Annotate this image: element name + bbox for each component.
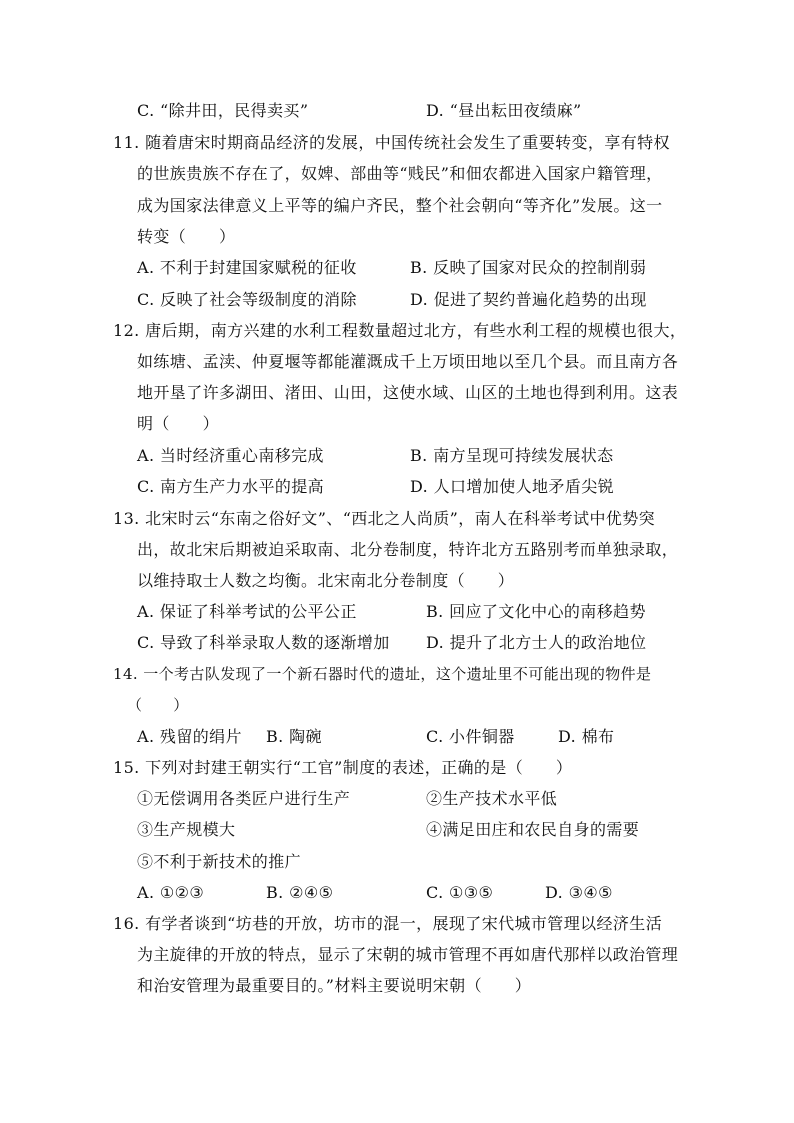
q11-stem-line-4: 转变（ ）	[137, 227, 236, 246]
q12-stem-line-3: 地开垦了许多湖田、渚田、山田，这使水域、山区的土地也得到利用。这表	[137, 383, 679, 402]
q10-option-d: D. “昼出耘田夜绩麻”	[426, 101, 582, 120]
q16-stem-line-3: 和治安管理为最重要目的。”材料主要说明宋朝（ ）	[137, 976, 532, 995]
q12-option-d: D. 人口增加使人地矛盾尖锐	[410, 477, 615, 496]
q15-option-d: D. ③④⑤	[545, 883, 613, 902]
q12-option-b: B. 南方呈现可持续发展状态	[410, 446, 614, 465]
q12-option-a: A. 当时经济重心南移完成	[137, 446, 324, 465]
q13-option-b: B. 回应了文化中心的南移趋势	[426, 602, 646, 621]
q15-item-3: ③生产规模大	[137, 820, 236, 839]
q13-option-d: D. 提升了北方士人的政治地位	[426, 633, 647, 652]
q14-stem-line-1: 14. 一个考古队发现了一个新石器时代的遗址，这个遗址里不可能出现的物件是	[113, 665, 652, 683]
q14-option-d: D. 棉布	[558, 727, 615, 746]
q12-option-c: C. 南方生产力水平的提高	[137, 477, 325, 496]
q12-stem-line-4: 明（ ）	[137, 414, 220, 433]
q15-item-2: ②生产技术水平低	[426, 789, 558, 808]
q13-stem-line-2: 出，故北宋后期被迫采取南、北分卷制度，特许北方五路别考而单独录取，	[137, 540, 679, 559]
q15-item-4: ④满足田庄和农民自身的需要	[426, 820, 640, 839]
q15-option-c: C. ①③⑤	[426, 883, 494, 902]
q14-stem-line-2: （ ）	[127, 696, 189, 714]
q11-option-a: A. 不利于封建国家赋税的征收	[137, 258, 357, 277]
q13-option-c: C. 导致了科举录取人数的逐渐增加	[137, 633, 390, 652]
q11-option-c: C. 反映了社会等级制度的消除	[137, 290, 357, 309]
q15-option-b: B. ②④⑤	[266, 883, 334, 902]
q12-stem-line-2: 如练塘、孟渎、仲夏堰等都能灌溉成千上万顷田地以至几个县。而且南方各	[137, 352, 679, 371]
q11-option-b: B. 反映了国家对民众的控制削弱	[410, 258, 647, 277]
q13-stem-line-3: 以维持取士人数之均衡。北宋南北分卷制度（ ）	[137, 571, 515, 590]
q11-stem-line-3: 成为国家法律意义上平等的编户齐民，整个社会朝向“等齐化”发展。这一	[137, 196, 663, 215]
q13-stem-line-1: 13. 北宋时云“东南之俗好文”、“西北之人尚质”，南人在科举考试中优势突	[113, 509, 656, 528]
q11-stem-line-1: 11. 随着唐宋时期商品经济的发展，中国传统社会发生了重要转变，享有特权	[113, 133, 670, 152]
q15-option-a: A. ①②③	[137, 883, 205, 902]
q15-stem-line-1: 15. 下列对封建王朝实行“工官”制度的表述，正确的是（ ）	[113, 758, 573, 777]
q15-item-1: ①无偿调用各类匠户进行生产	[137, 789, 351, 808]
q11-stem-line-2: 的世族贵族不存在了，奴婢、部曲等“贱民”和佃农都进入国家户籍管理，	[137, 164, 663, 183]
q11-option-d: D. 促进了契约普遍化趋势的出现	[410, 290, 647, 309]
q16-stem-line-2: 为主旋律的开放的特点，显示了宋朝的城市管理不再如唐代那样以政治管理	[137, 945, 679, 964]
q14-option-b: B. 陶碗	[266, 727, 322, 746]
q16-stem-line-1: 16. 有学者谈到“坊巷的开放，坊市的混一，展现了宋代城市管理以经济生活	[113, 914, 663, 933]
q14-option-a: A. 残留的绢片	[137, 727, 242, 746]
q10-option-c: C. “除井田，民得卖买”	[137, 101, 309, 120]
q15-item-5: ⑤不利于新技术的推广	[137, 852, 302, 871]
q14-option-c: C. 小件铜器	[426, 727, 515, 746]
q13-option-a: A. 保证了科举考试的公平公正	[137, 602, 357, 621]
q12-stem-line-1: 12. 唐后期，南方兴建的水利工程数量超过北方，有些水利工程的规模也很大，	[113, 321, 687, 340]
